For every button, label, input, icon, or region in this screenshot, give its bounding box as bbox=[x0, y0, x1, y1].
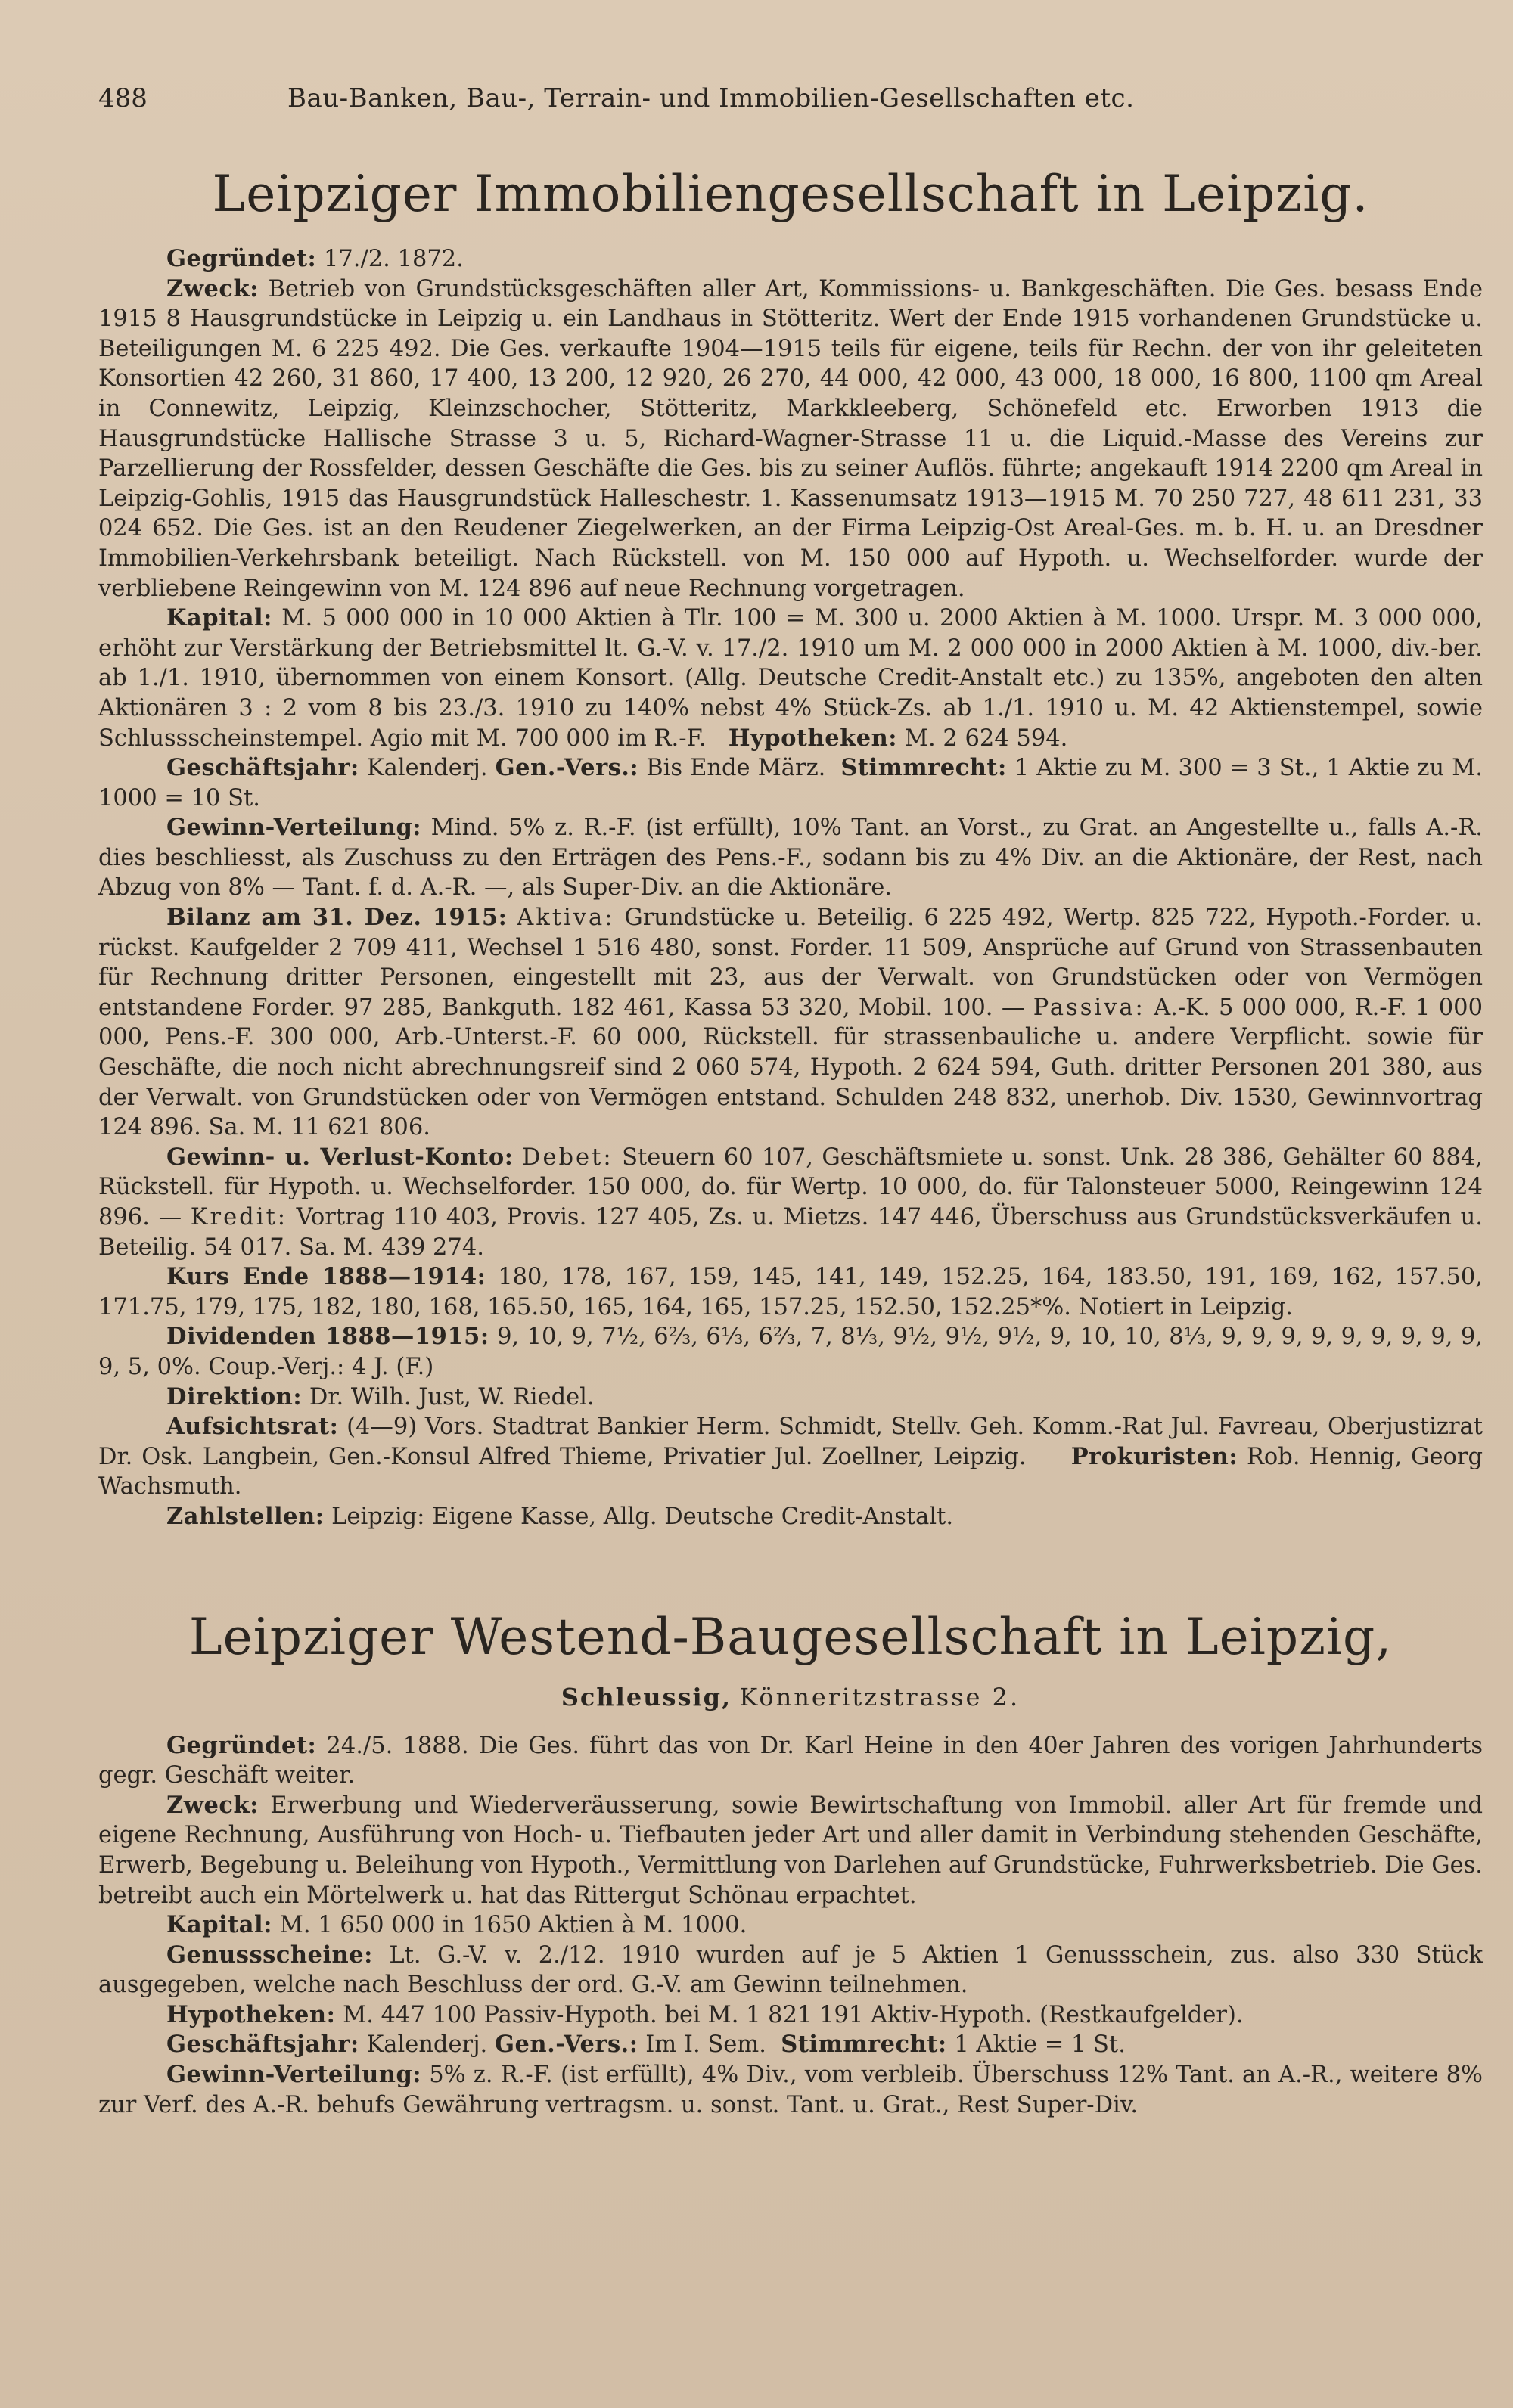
kapital-text: M. 5 000 000 in 10 000 Aktien à Tlr. 100 = M. 300 u. 2000 Aktien à M. 1000. Urspr. M. 3 000 000, erhöht zur Verstärkung der Betriebsmittel lt. G.-V. v. 17./2. 1910 um M. 2 000 000 in 2000 Aktien à M. 1000, div.-ber. ab 1./1. 1910, übernommen von einem Konsort. (Allg. Deutsche Credit-Anstalt etc.) zu 135%, angeboten den alten Aktionären 3 : 2 vom 8 bis 23./3. 1910 zu 140% nebst 4% Stück-Zs. ab 1./1. 1910 u. M. 42 Aktienstempel, sowie Schlussscheinstempel. Agio mit M. 700 000 im R.-F. bbox=[98, 605, 1483, 752]
geschaeftsjahr-label: Geschäftsjahr: bbox=[166, 754, 359, 782]
gegruendet-label: Gegründet: bbox=[166, 245, 317, 272]
kredit-text: Vortrag 110 403, Provis. 127 405, Zs. u. Mietzs. 147 446, Überschuss aus Grundstücksverkäufen u. Beteilig. 54 017. Sa. M. 439 274. bbox=[98, 1204, 1483, 1261]
geschaeftsjahr-paragraph bbox=[98, 753, 1483, 813]
gegruendet-label: Gegründet: bbox=[166, 1731, 317, 1759]
bilanz-paragraph bbox=[98, 903, 1483, 1143]
zweck-label: Zweck: bbox=[166, 275, 259, 303]
debet-label: Debet: bbox=[522, 1143, 614, 1171]
hypotheken-text: M. 2 624 594. bbox=[904, 725, 1068, 752]
genussscheine-text: Lt. G.-V. v. 2./12. 1910 wurden auf je 5 Aktien 1 Genussschein, zus. also 330 Stück ausgegeben, welche nach Beschluss der ord. G.-V. am Gewinn teilnehmen. bbox=[98, 1941, 1483, 1999]
direktion-label: Direktion: bbox=[166, 1382, 303, 1410]
gegruendet-paragraph bbox=[98, 1731, 1483, 1791]
aufsichtsrat-label: Aufsichtsrat: bbox=[166, 1413, 339, 1441]
passiva-label: Passiva: bbox=[1033, 994, 1145, 1021]
prokuristen-text: Rob. Hennig, Georg Wachsmuth. bbox=[98, 1443, 1483, 1500]
hypotheken-label: Hypotheken: bbox=[166, 2000, 336, 2028]
gewinnverteilung-text: 5% z. R.-F. (ist erfüllt), 4% Div., vom verbleib. Überschuss 12% Tant. an A.-R., weitere 8% zur Verf. des A.-R. behufs Gewährung vertragsm. u. sonst. Tant. u. Grat., Rest Super-Div. bbox=[98, 2062, 1483, 2118]
genussscheine-paragraph bbox=[98, 1941, 1483, 2000]
genvers-text: Bis Ende März. bbox=[646, 755, 826, 782]
gegruendet-paragraph bbox=[98, 244, 1483, 275]
address-place: Schleussig, bbox=[561, 1682, 732, 1711]
zweck-label: Zweck: bbox=[166, 1791, 259, 1819]
aufsichtsrat-paragraph bbox=[98, 1412, 1483, 1502]
aktiva-text: Grundstücke u. Beteilig. 6 225 492, Wertp. 825 722, Hypoth.-Forder. u. rückst. Kaufgelder 2 709 411, Wechsel 1 516 480, sonst. Forder. 11 509, Ansprüche auf Grund von Strassenbauten für Rechnung dritter Personen, eingestellt mit 23, aus der Verwalt. von Grundstücken oder von Vermögen entstandene Forder. 97 285, Bankguth. 182 461, Kassa 53 320, Mobil. 100. — bbox=[98, 905, 1483, 1021]
guv-label: Gewinn- u. Verlust-Konto: bbox=[166, 1143, 514, 1171]
kredit-label: Kredit: bbox=[190, 1204, 287, 1230]
company-address bbox=[98, 1683, 1483, 1711]
prokuristen-label: Prokuristen: bbox=[1070, 1442, 1238, 1470]
gewinnverteilung-label: Gewinn-Verteilung: bbox=[166, 814, 422, 842]
company-title: Leipziger Immobiliengesellschaft in Leipzig. bbox=[212, 165, 1369, 223]
stimmrecht-label: Stimmrecht: bbox=[781, 2031, 947, 2059]
dividenden-paragraph bbox=[98, 1322, 1483, 1382]
debet-text: Steuern 60 107, Geschäftsmiete u. sonst. Unk. 28 386, Gehälter 60 884, Rückstell. für Hypoth. u. Wechselforder. 150 000, do. für Wertp. 10 000, do. für Talonsteuer 5000, Reingewinn 124 896. — bbox=[98, 1143, 1483, 1230]
company-entry-leipziger-westend-baugesellschaft bbox=[98, 1608, 1483, 2121]
hypotheken-label: Hypotheken: bbox=[728, 724, 898, 752]
kapital-text: M. 1 650 000 in 1650 Aktien à M. 1000. bbox=[279, 1912, 747, 1939]
kapital-paragraph bbox=[98, 604, 1483, 753]
stimmrecht-text: 1 Aktie zu M. 300 = 3 St., 1 Aktie zu M. 1000 = 10 St. bbox=[98, 755, 1483, 811]
geschaeftsjahr-label: Geschäftsjahr: bbox=[166, 2031, 359, 2059]
company-title: Leipziger Westend-Baugesellschaft in Leipzig, bbox=[188, 1607, 1393, 1666]
kapital-label: Kapital: bbox=[166, 604, 272, 632]
hypotheken-text: M. 447 100 Passiv-Hypoth. bei M. 1 821 191 Aktiv-Hypoth. (Restkaufgelder). bbox=[343, 2001, 1244, 2028]
gewinnverteilung-label: Gewinn-Verteilung: bbox=[166, 2061, 422, 2089]
genvers-label: Gen.-Vers.: bbox=[495, 754, 639, 782]
bilanz-label: Bilanz am 31. Dez. 1915: bbox=[166, 904, 508, 932]
geschaeftsjahr-paragraph bbox=[98, 2030, 1483, 2060]
page-number: 488 bbox=[98, 83, 148, 113]
zahlstellen-paragraph bbox=[98, 1502, 1483, 1532]
kurs-paragraph bbox=[98, 1262, 1483, 1322]
stimmrecht-label: Stimmrecht: bbox=[840, 754, 1007, 782]
zweck-text: Erwerbung und Wiederveräusserung, sowie Bewirtschaftung von Immobil. aller Art für fremde und eigene Rechnung, Ausführung von Hoch- u. Tiefbauten jeder Art und aller damit in Verbindung stehenden Geschäfte, Erwerb, Begebung u. Beleihung von Hypoth., Vermittlung von Darlehen auf Grundstücke, Fuhrwerksbetrieb. Die Ges. betreibt auch ein Mörtelwerk u. hat das Rittergut Schönau erpachtet. bbox=[98, 1792, 1483, 1909]
genvers-text: Im I. Sem. bbox=[645, 2031, 766, 2059]
genussscheine-label: Genussscheine: bbox=[166, 1941, 373, 1969]
geschaeftsjahr-text: Kalenderj. bbox=[366, 2031, 488, 2059]
running-title: Bau-Banken, Bau-, Terrain- und Immobilien-Gesellschaften etc. bbox=[287, 83, 1135, 113]
dividenden-label: Dividenden 1888—1915: bbox=[166, 1323, 489, 1351]
gegruendet-text: 24./5. 1888. Die Ges. führt das von Dr. Karl Heine in den 40er Jahren des vorigen Jahrhunderts gegr. Geschäft weiter. bbox=[98, 1732, 1483, 1789]
gegruendet-text: 17./2. 1872. bbox=[323, 246, 464, 272]
zweck-paragraph bbox=[98, 275, 1483, 604]
geschaeftsjahr-text: Kalenderj. bbox=[366, 755, 488, 782]
gewinnverteilung-paragraph bbox=[98, 813, 1483, 903]
dividenden-text: 9, 10, 9, 7½, 6⅔, 6⅓, 6⅔, 7, 8⅓, 9½, 9½, 9½, 9, 10, 10, 8⅓, 9, 9, 9, 9, 9, 9, 9, 9, 9, 9, 5, 0%. Coup.-Verj.: 4 J. (F.) bbox=[98, 1323, 1483, 1380]
kurs-label: Kurs Ende 1888—1914: bbox=[166, 1263, 486, 1291]
section-gap bbox=[98, 1532, 1483, 1608]
kapital-paragraph bbox=[98, 1910, 1483, 1941]
aufsichtsrat-text: (4—9) Vors. Stadtrat Bankier Herm. Schmidt, Stellv. Geh. Komm.-Rat Jul. Favreau, Oberjustizrat Dr. Osk. Langbein, Gen.-Konsul Alfred Thieme, Privatier Jul. Zoellner, Leipzig. bbox=[98, 1413, 1483, 1470]
kapital-label: Kapital: bbox=[166, 1911, 272, 1939]
hypotheken-paragraph bbox=[98, 2000, 1483, 2031]
stimmrecht-text: 1 Aktie = 1 St. bbox=[954, 2031, 1126, 2059]
zahlstellen-label: Zahlstellen: bbox=[166, 1502, 325, 1530]
address-street: Könneritzstrasse 2. bbox=[739, 1682, 1021, 1711]
passiva-text: A.-K. 5 000 000, R.-F. 1 000 000, Pens.-F. 300 000, Arb.-Unterst.-F. 60 000, Rückstell. für strassenbauliche u. andere Verpflicht. sowie für Geschäfte, die noch nicht abrechnungsreif sind 2 060 574, Hypoth. 2 624 594, Guth. dritter Personen 201 380, aus der Verwalt. von Grundstücken oder von Vermögen entstand. Schulden 248 832, unerhob. Div. 1530, Gewinnvortrag 124 896. Sa. M. 11 621 806. bbox=[98, 994, 1483, 1141]
genvers-label: Gen.-Vers.: bbox=[494, 2031, 638, 2059]
company-entry-leipziger-immobiliengesellschaft bbox=[98, 165, 1483, 1532]
running-head bbox=[98, 83, 1483, 129]
guv-paragraph bbox=[98, 1143, 1483, 1262]
gewinnverteilung-paragraph bbox=[98, 2060, 1483, 2120]
zweck-paragraph bbox=[98, 1791, 1483, 1910]
zahlstellen-text: Leipzig: Eigene Kasse, Allg. Deutsche Credit-Anstalt. bbox=[331, 1503, 954, 1530]
direktion-paragraph bbox=[98, 1382, 1483, 1413]
aktiva-label: Aktiva: bbox=[517, 905, 615, 932]
gewinnverteilung-text: Mind. 5% z. R.-F. (ist erfüllt), 10% Tant. an Vorst., zu Grat. an Angestellte u., falls A.-R. dies beschliesst, als Zuschuss zu den Erträgen des Pens.-F., sodann bis zu 4% Div. an die Aktionäre, der Rest, nach Abzug von 8% — Tant. f. d. A.-R. —, als Super-Div. an die Aktionäre. bbox=[98, 815, 1483, 901]
zweck-text: Betrieb von Grundstücksgeschäften aller Art, Kommissions- u. Bankgeschäften. Die Ges. besass Ende 1915 8 Hausgrundstücke in Leipzig u. ein Landhaus in Stötteritz. Wert der Ende 1915 vorhandenen Grundstücke u. Beteiligungen M. 6 225 492. Die Ges. verkaufte 1904—1915 teils für eigene, teils für Rechn. der von ihr geleiteten Konsortien 42 260, 31 860, 17 400, 13 200, 12 920, 26 270, 44 000, 42 000, 43 000, 18 000, 16 800, 1100 qm Areal in Connewitz, Leipzig, Kleinzschocher, Stötteritz, Markkleeberg, Schönefeld etc. Erworben 1913 die Hausgrundstücke Hallische Strasse 3 u. 5, Richard-Wagner-Strasse 11 u. die Liquid.-Masse des Vereins zur Parzellierung der Rossfelder, dessen Geschäfte die Ges. bis zu seiner Auflös. führte; angekauft 1914 2200 qm Areal in Leipzig-Gohlis, 1915 das Hausgrundstück Halleschestr. 1. Kassenumsatz 1913—1915 M. 70 250 727, 48 611 231, 33 024 652. Die Ges. ist an den Reudener Ziegelwerken, an der Firma Leipzig-Ost Areal-Ges. m. b. H. u. an Dresdner Immobilien-Verkehrsbank beteiligt. Nach Rückstell. von M. 150 000 auf Hypoth. u. Wechselforder. wurde der verbliebene Reingewinn von M. 124 896 auf neue Rechnung vorgetragen. bbox=[98, 275, 1483, 602]
kurs-text: 180, 178, 167, 159, 145, 141, 149, 152.25, 164, 183.50, 191, 169, 162, 157.50, 171.75, 179, 175, 182, 180, 168, 165.50, 165, 164, 165, 157.25, 152.50, 152.25*%. Notiert in Leipzig. bbox=[98, 1264, 1483, 1320]
direktion-text: Dr. Wilh. Just, W. Riedel. bbox=[309, 1383, 595, 1410]
